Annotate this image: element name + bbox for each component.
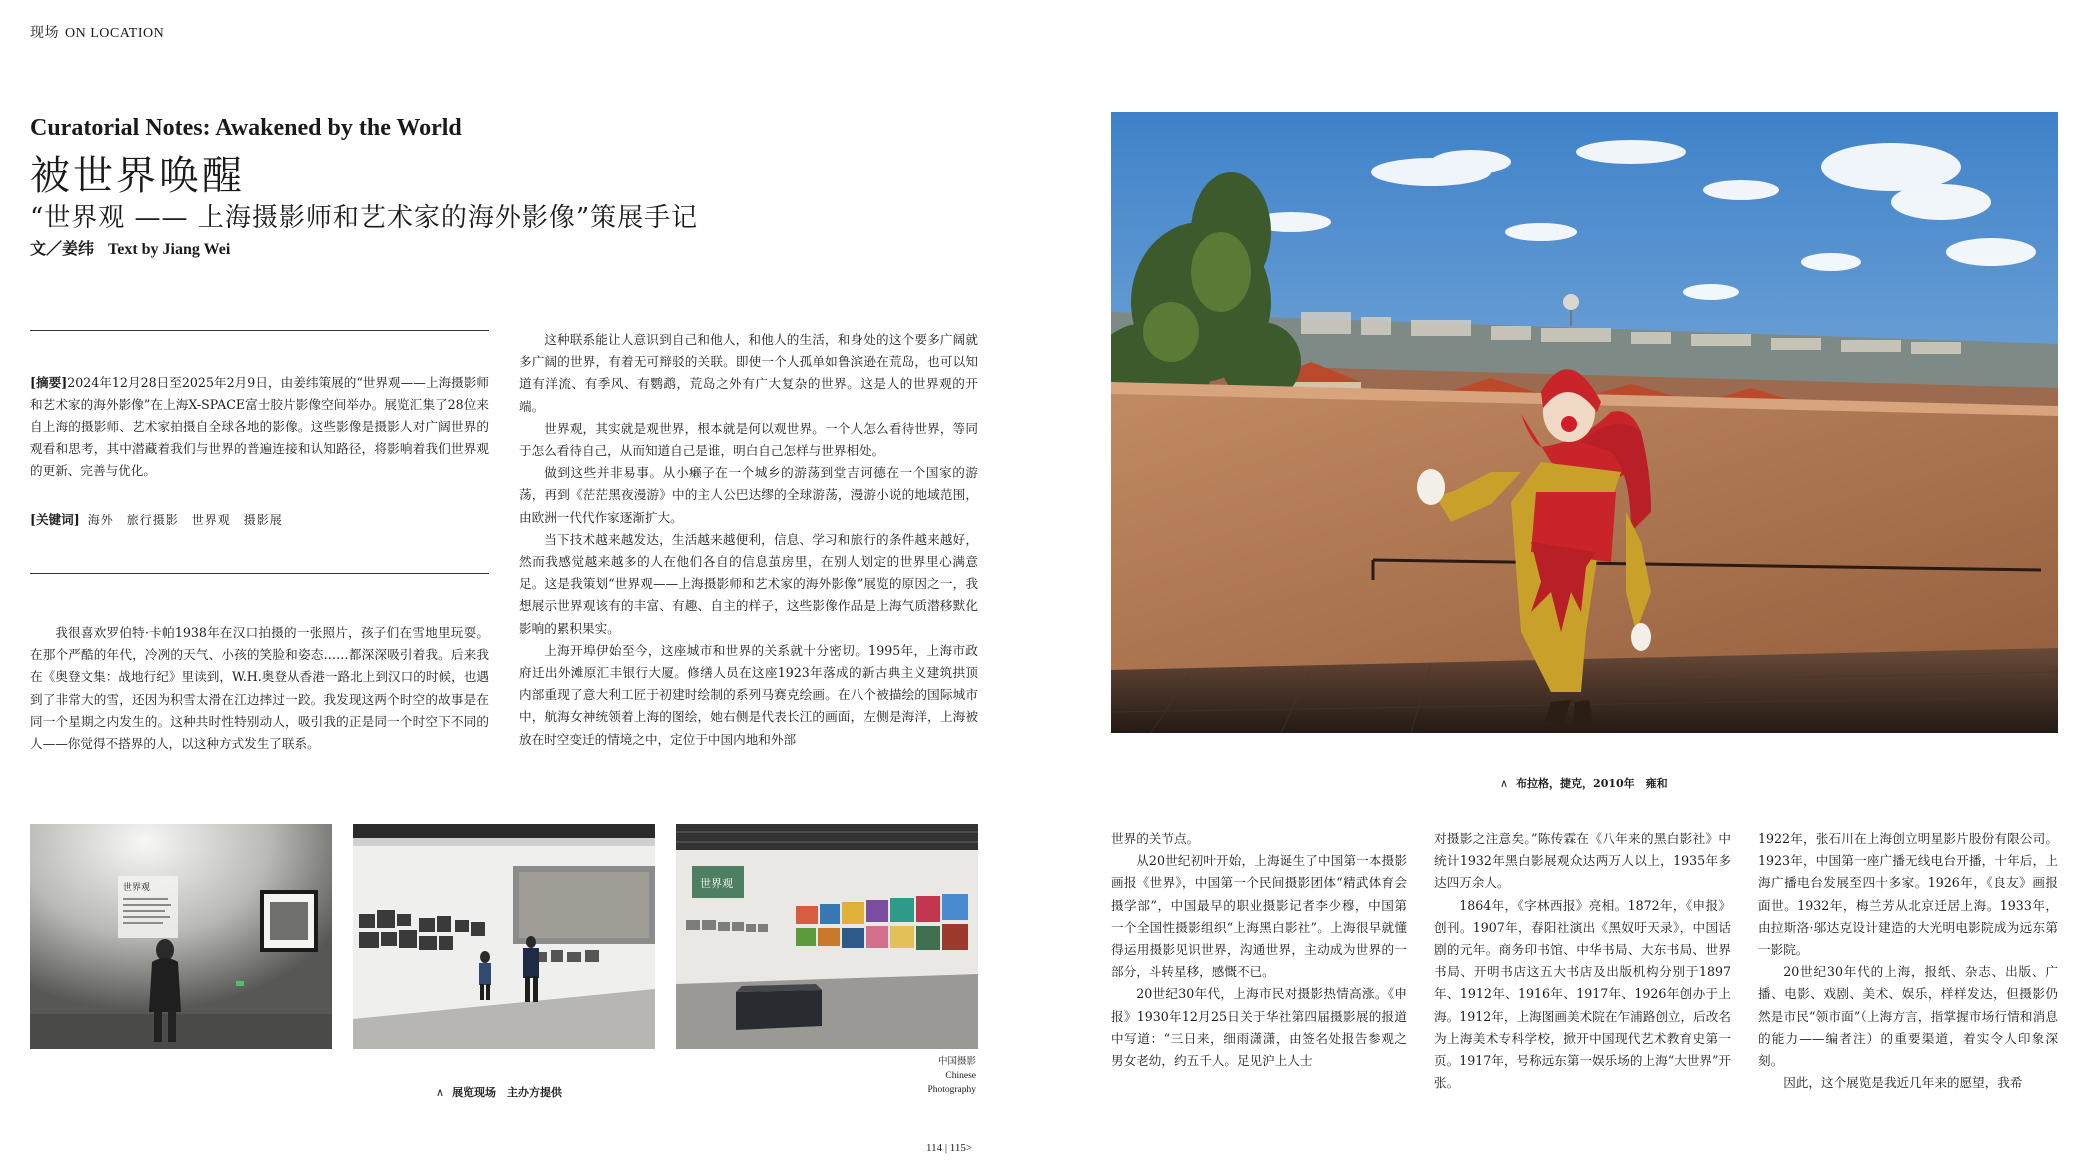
paragraph: 因此，这个展览是我近几年来的愿望，我希 — [1783, 1075, 2023, 1091]
byline — [30, 236, 230, 259]
prague-photo — [1111, 112, 2058, 733]
section-tag-zh: 现场 — [30, 26, 59, 41]
keywords-label: [关键词] — [30, 512, 80, 527]
exhibition-caption — [436, 1084, 562, 1100]
article-title-zh: 被世界唤醒 — [30, 153, 245, 199]
abstract-bottom-rule — [30, 573, 489, 574]
exhibition-photo-3-image — [676, 824, 978, 1049]
paragraph: 20世纪30年代，上海市民对摄影热情高涨。《申报》1930年12月25日关于华社第四届摄影展的报道中写道：“三日来，细雨潇潇，由签名处报告参观之男女老幼，约五千人。足见沪上人士 — [1111, 986, 1407, 1069]
paragraph: 做到这些并非易事。从小癞子在一个城乡的游荡到堂吉诃德在一个国家的游荡，再到《茫茫黑夜漫游》中的主人公巴达缪的全球游荡，漫游小说的地域范围，由欧洲一代代作家逐渐扩大。 — [519, 465, 978, 525]
abstract-top-rule — [30, 330, 489, 331]
section-tag-en: ON LOCATION — [65, 26, 165, 41]
exhibition-photo-1-image — [30, 824, 332, 1049]
exhibition-photo-2 — [353, 824, 655, 1049]
paragraph: 1864年，《字林西报》亮相。1872年，《申报》创刊。1907年，春阳社演出《黑奴吁天录》，中国话剧的元年。商务印书馆、中华书局、大东书局、世界书局、开明书店这五大书店及出版机构分别于1897年、1912年、1916年、1917年、1926年创办于上海。1912年，上海图画美术院在乍浦路创立，后改名为上海美术专科学校，掀开中国现代艺术教育史第一页。1917年，号称远东第一娱乐场的上海“大世界”开张。 — [1434, 897, 1731, 1091]
byline-en: Text by Jiang Wei — [108, 241, 231, 258]
exhibition-photo-1 — [30, 824, 332, 1049]
paragraph: 对摄影之注意矣。”陈传霖在《八年来的黑白影社》中统计1932年黑白影展观众达两万人以上，1935年多达四万余人。 — [1434, 831, 1731, 891]
abstract — [30, 372, 489, 482]
page-numbers: 114 | 115> — [926, 1142, 973, 1154]
article-subtitle: “世界观 —— 上海摄影师和艺术家的海外影像”策展手记 — [30, 203, 699, 233]
body-column-4 — [1434, 828, 1731, 1094]
exhibition-photo-2-image — [353, 824, 655, 1049]
paragraph: 世界的关节点。 — [1111, 831, 1200, 846]
magazine-credit — [900, 1055, 976, 1097]
body-column-5 — [1758, 828, 2058, 1094]
byline-zh: 文／姜纬 — [30, 239, 95, 258]
body-column-2 — [519, 329, 978, 751]
exhibition-photo-3 — [676, 824, 978, 1049]
credit-line-1: 中国摄影 — [937, 1057, 976, 1067]
credit-line-2: Chinese — [945, 1071, 976, 1081]
body-column-1 — [30, 622, 489, 755]
paragraph: 上海开埠伊始至今，这座城市和世界的关系就十分密切。1995年，上海市政府迁出外滩原汇丰银行大厦。修缮人员在这座1923年落成的新古典主义建筑拱顶内部重现了意大利工匠于初建时绘制的系列马赛克绘画。在八个被描绘的国际城市中，航海女神统领着上海的图绘，她右侧是代表长江的画面，左侧是海洋，上海被放在时空变迁的情境之中，定位于中国内地和外部 — [519, 642, 978, 747]
caret-icon: ∧ — [436, 1086, 445, 1099]
paragraph: 世界观，其实就是观世界，根本就是何以观世界。一个人怎么看待世界，等同于怎么看待自己，从而知道自己是谁，明白自己怎样与世界相处。 — [519, 420, 978, 459]
prague-photo-image — [1111, 112, 2058, 733]
paragraph: 这种联系能让人意识到自己和他人，和他人的生活，和身处的这个要多广阔就多广阔的世界，有着无可辩驳的关联。即使一个人孤单如鲁滨逊在荒岛，也可以知道有洋流、有季风、有鹦鹉，荒岛之外有广大复杂的世界。这是人的世界观的开端。 — [519, 332, 978, 414]
exhibit-wall-title: 世界观 — [123, 883, 151, 893]
abstract-label: [摘要] — [30, 375, 68, 390]
caret-icon: ∧ — [1500, 777, 1509, 790]
article-title-en: Curatorial Notes: Awakened by the World — [30, 115, 462, 141]
paragraph: 我很喜欢罗伯特·卡帕1938年在汉口拍摄的一张照片，孩子们在雪地里玩耍。在那个严酷的年代，冷冽的天气、小孩的笑脸和姿态……都深深吸引着我。后来我在《奥登文集：战地行纪》里读到，W.H.奥登从香港一路北上到汉口的时候，也遇到了非常大的雪，还因为积雪太滑在江边摔过一跤。我发现这两个时空的故事是在同一个星期之内发生的。这种共时性特别动人，吸引我的正是同一个时空下不同的人——你觉得不搭界的人，以这种方式发生了联系。 — [30, 625, 489, 752]
paragraph: 1922年，张石川在上海创立明星影片股份有限公司。1923年，中国第一座广播无线电台开播，十年后，上海广播电台发展至四十多家。1926年，《良友》画报面世。1932年，梅兰芳从北京迁居上海。1933年，由拉斯洛·邬达克设计建造的大光明电影院成为远东第一影院。 — [1758, 831, 2058, 958]
exhibition-caption-text: 展览现场 主办方提供 — [452, 1086, 563, 1099]
prague-caption — [1500, 775, 1668, 791]
credit-line-3: Photography — [927, 1085, 976, 1095]
paragraph: 20世纪30年代的上海，报纸、杂志、出版、广播、电影、戏剧、美术、娱乐，样样发达，但摄影仍然是市民“领市面”（上海方言，指掌握市场行情和消息的能力——编者注）的重要渠道，着实令人印象深刻。 — [1758, 964, 2058, 1069]
paragraph: 从20世纪初叶开始，上海诞生了中国第一本摄影画报《世界》，中国第一个民间摄影团体“精武体育会摄学部”，中国最早的职业摄影记者李少穆，中国第一个全国性摄影组织“上海黑白影社”。上海很早就懂得运用摄影见识世界，沟通世界，主动成为世界的一部分，斗转星移，感慨不已。 — [1111, 853, 1407, 980]
keywords — [30, 509, 489, 531]
body-column-3 — [1111, 828, 1407, 1072]
paragraph: 当下技术越来越发达，生活越来越便利，信息、学习和旅行的条件越来越好，然而我感觉越来越多的人在他们各自的信息茧房里，在别人划定的世界里心满意足。这是我策划“世界观——上海摄影师和艺术家的海外影像”展览的原因之一，我想展示世界观该有的丰富、有趣、自主的样子，这些影像作品是上海气质潜移默化影响的累积果实。 — [519, 531, 978, 636]
section-tag — [30, 22, 164, 42]
keywords-list: 海外 旅行摄影 世界观 摄影展 — [87, 513, 283, 527]
abstract-text: 2024年12月28日至2025年2月9日，由姜纬策展的“世界观——上海摄影师和艺术家的海外影像”在上海X-SPACE富士胶片影像空间举办。展览汇集了28位来自上海的摄影师、艺术家拍摄自全球各地的影像。这些影像是摄影人对广阔世界的观看和思考，其中潜藏着我们与世界的普遍连接和认知路径，将影响着我们世界观的更新、完善与优化。 — [30, 375, 489, 478]
prague-caption-text: 布拉格，捷克，2010年 雍和 — [1516, 777, 1668, 790]
exhibit-wall-title-2: 世界观 — [700, 877, 733, 890]
